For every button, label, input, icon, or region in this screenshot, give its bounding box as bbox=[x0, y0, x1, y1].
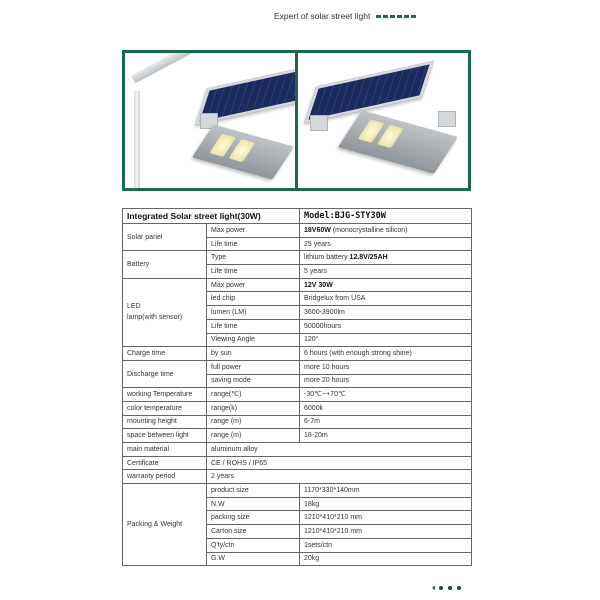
param-cell: packing size bbox=[207, 511, 300, 525]
param-cell: G.W bbox=[207, 552, 300, 566]
table-header-row bbox=[123, 209, 472, 224]
dot-icon bbox=[457, 586, 461, 590]
table-row bbox=[123, 388, 472, 402]
table-title: Integrated Solar street light(30W) bbox=[123, 209, 300, 224]
table-row bbox=[123, 456, 472, 470]
pole-graphic bbox=[134, 91, 140, 188]
table-row bbox=[123, 401, 472, 415]
table-row bbox=[123, 415, 472, 429]
param-cell: range (m) bbox=[207, 429, 300, 443]
category-cell: warranty period bbox=[123, 470, 207, 484]
table-row bbox=[123, 443, 472, 457]
value-cell: 12V 30W bbox=[300, 278, 472, 292]
param-cell: saving mode bbox=[207, 374, 300, 388]
value-cell: 18kg bbox=[300, 497, 472, 511]
category-cell: mounting height bbox=[123, 415, 207, 429]
value-cell: Bridgelux from USA bbox=[300, 292, 472, 306]
chevrons-left-icon: ‹‹‹ bbox=[432, 583, 434, 592]
value-cell: 1210*410*210 mm bbox=[300, 511, 472, 525]
category-cell: Certificate bbox=[123, 456, 207, 470]
table-row bbox=[123, 360, 472, 374]
param-cell: Life time bbox=[207, 237, 300, 251]
table-row bbox=[123, 251, 472, 265]
table-row bbox=[123, 429, 472, 443]
value-cell: 6 hours (with enough strong shine) bbox=[300, 347, 472, 361]
value-cell: 1sets/ctn bbox=[300, 538, 472, 552]
value-cell: 18V60W (monocrystalline silicon) bbox=[300, 224, 472, 238]
param-cell: Max power bbox=[207, 278, 300, 292]
value-cell: 2 years bbox=[207, 470, 472, 484]
category-cell: LED lamp(with sensor) bbox=[123, 278, 207, 346]
product-image-left bbox=[125, 53, 298, 188]
table-row bbox=[123, 347, 472, 361]
category-cell: Battery bbox=[123, 251, 207, 278]
table-row bbox=[123, 470, 472, 484]
param-cell: range (m) bbox=[207, 415, 300, 429]
param-cell: Viewing Angle bbox=[207, 333, 300, 347]
param-cell: Life time bbox=[207, 319, 300, 333]
category-cell: main material bbox=[123, 443, 207, 457]
param-cell: range(℃) bbox=[207, 388, 300, 402]
param-cell: Q'ty/ctn bbox=[207, 538, 300, 552]
value-cell: 6000k bbox=[300, 401, 472, 415]
value-cell: aluminum alloy bbox=[207, 443, 472, 457]
param-cell: range(k) bbox=[207, 401, 300, 415]
param-cell: Life time bbox=[207, 265, 300, 279]
value-cell: 5 years bbox=[300, 265, 472, 279]
value-cell: 6-7m bbox=[300, 415, 472, 429]
category-cell: Discharge time bbox=[123, 360, 207, 387]
spec-table bbox=[122, 208, 472, 566]
value-cell: 3600-3900lm bbox=[300, 306, 472, 320]
param-cell: by sun bbox=[207, 347, 300, 361]
category-cell: Solar panel bbox=[123, 224, 207, 251]
value-cell: 18-20m bbox=[300, 429, 472, 443]
led-lamp-graphic bbox=[192, 124, 294, 179]
tagline-text: Expert of solar street light bbox=[274, 11, 371, 21]
dot-icon bbox=[448, 586, 452, 590]
table-row bbox=[123, 484, 472, 498]
value-cell: 1210*410*210 mm bbox=[300, 525, 472, 539]
value-cell: 1170*330*140mm bbox=[300, 484, 472, 498]
value-cell: 20kg bbox=[300, 552, 472, 566]
param-cell: lumen (LM) bbox=[207, 306, 300, 320]
decorative-dashes bbox=[376, 15, 416, 18]
header-tagline bbox=[274, 11, 416, 21]
value-cell: lithium battery 12.8V/25AH bbox=[300, 251, 472, 265]
table-row bbox=[123, 278, 472, 292]
value-cell: more 20 hours bbox=[300, 374, 472, 388]
lamp-arm-graphic bbox=[131, 53, 197, 83]
page-decoration bbox=[432, 583, 461, 592]
category-cell: working Temperature bbox=[123, 388, 207, 402]
category-cell: space between light bbox=[123, 429, 207, 443]
category-cell: color temperature bbox=[123, 401, 207, 415]
dot-icon bbox=[439, 586, 443, 590]
bracket-graphic bbox=[310, 115, 328, 131]
value-cell: 25 years bbox=[300, 237, 472, 251]
param-cell: product size bbox=[207, 484, 300, 498]
param-cell: N.W bbox=[207, 497, 300, 511]
product-image-right bbox=[298, 53, 468, 188]
model-number: Model:BJG-STY30W bbox=[300, 209, 472, 224]
param-cell: full power bbox=[207, 360, 300, 374]
product-image-frame bbox=[122, 50, 471, 191]
param-cell: Max power bbox=[207, 224, 300, 238]
value-cell: CE / ROHS / IP65 bbox=[207, 456, 472, 470]
category-cell: Charge time bbox=[123, 347, 207, 361]
value-cell: 120° bbox=[300, 333, 472, 347]
table-row bbox=[123, 224, 472, 238]
value-cell: 50000hours bbox=[300, 319, 472, 333]
value-cell: more 10 hours bbox=[300, 360, 472, 374]
sensor-bracket-graphic bbox=[438, 111, 456, 127]
category-cell: Packing & Weight bbox=[123, 484, 207, 566]
param-cell: led chip bbox=[207, 292, 300, 306]
value-cell: -30℃~+70℃ bbox=[300, 388, 472, 402]
param-cell: Type bbox=[207, 251, 300, 265]
param-cell: Carton size bbox=[207, 525, 300, 539]
